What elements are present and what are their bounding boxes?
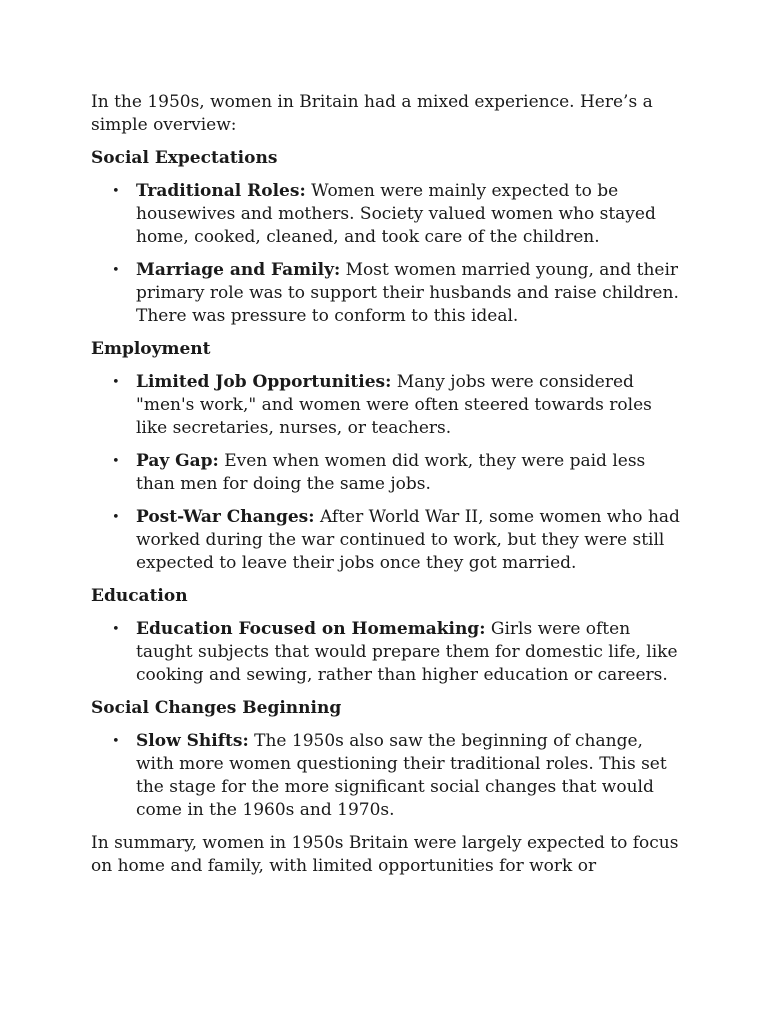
list-item [91,618,681,687]
section-heading-employment: Employment [91,339,211,359]
item-term: Marriage and Family: [136,260,341,280]
list-item [91,259,681,328]
list-item [91,371,681,440]
bullet-icon: • [112,622,120,637]
item-term: Traditional Roles: [136,181,306,201]
bullet-icon: • [112,734,120,749]
bullet-icon: • [112,454,120,469]
item-text: Most women married young, and their primary role was to support their husbands and raise children. There was pressure to conform to this ideal. [136,260,679,326]
summary-paragraph: In summary, women in 1950s Britain were largely expected to focus on home and family, with limited opportunities for work or [91,833,679,876]
item-term: Post-War Changes: [136,507,315,527]
item-text: Many jobs were considered "men's work," and women were often steered towards roles like secretaries, nurses, or teachers. [136,372,652,438]
bullet-icon: • [112,263,120,278]
item-term: Slow Shifts: [136,731,249,751]
section-list-employment [91,371,681,575]
list-item [91,506,681,575]
item-text: Girls were often taught subjects that would prepare them for domestic life, like cooking and sewing, rather than higher education or careers. [136,619,678,685]
section-list-social-changes [91,730,681,822]
section-heading-education: Education [91,586,188,606]
item-text: Women were mainly expected to be housewives and mothers. Society valued women who stayed home, cooked, cleaned, and took care of the children. [136,181,656,247]
bullet-icon: • [112,184,120,199]
item-text: The 1950s also saw the beginning of change, with more women questioning their traditional roles. This set the stage for the more significant social changes that would come in the 1960s and 1970s. [136,731,667,820]
list-item [91,180,681,249]
item-text: After World War II, some women who had worked during the war continued to work, but they were still expected to leave their jobs once they got married. [136,507,680,573]
item-text: Even when women did work, they were paid less than men for doing the same jobs. [136,451,646,494]
list-item [91,450,681,496]
item-term: Pay Gap: [136,451,219,471]
document-page [91,91,681,878]
section-heading-social-changes: Social Changes Beginning [91,698,342,718]
section-list-education [91,618,681,687]
intro-paragraph: In the 1950s, women in Britain had a mixed experience. Here’s a simple overview: [91,92,653,135]
section-heading-social-expectations: Social Expectations [91,148,278,168]
bullet-icon: • [112,510,120,525]
item-term: Education Focused on Homemaking: [136,619,486,639]
bullet-icon: • [112,375,120,390]
section-list-social-expectations [91,180,681,328]
item-term: Limited Job Opportunities: [136,372,392,392]
list-item [91,730,681,822]
